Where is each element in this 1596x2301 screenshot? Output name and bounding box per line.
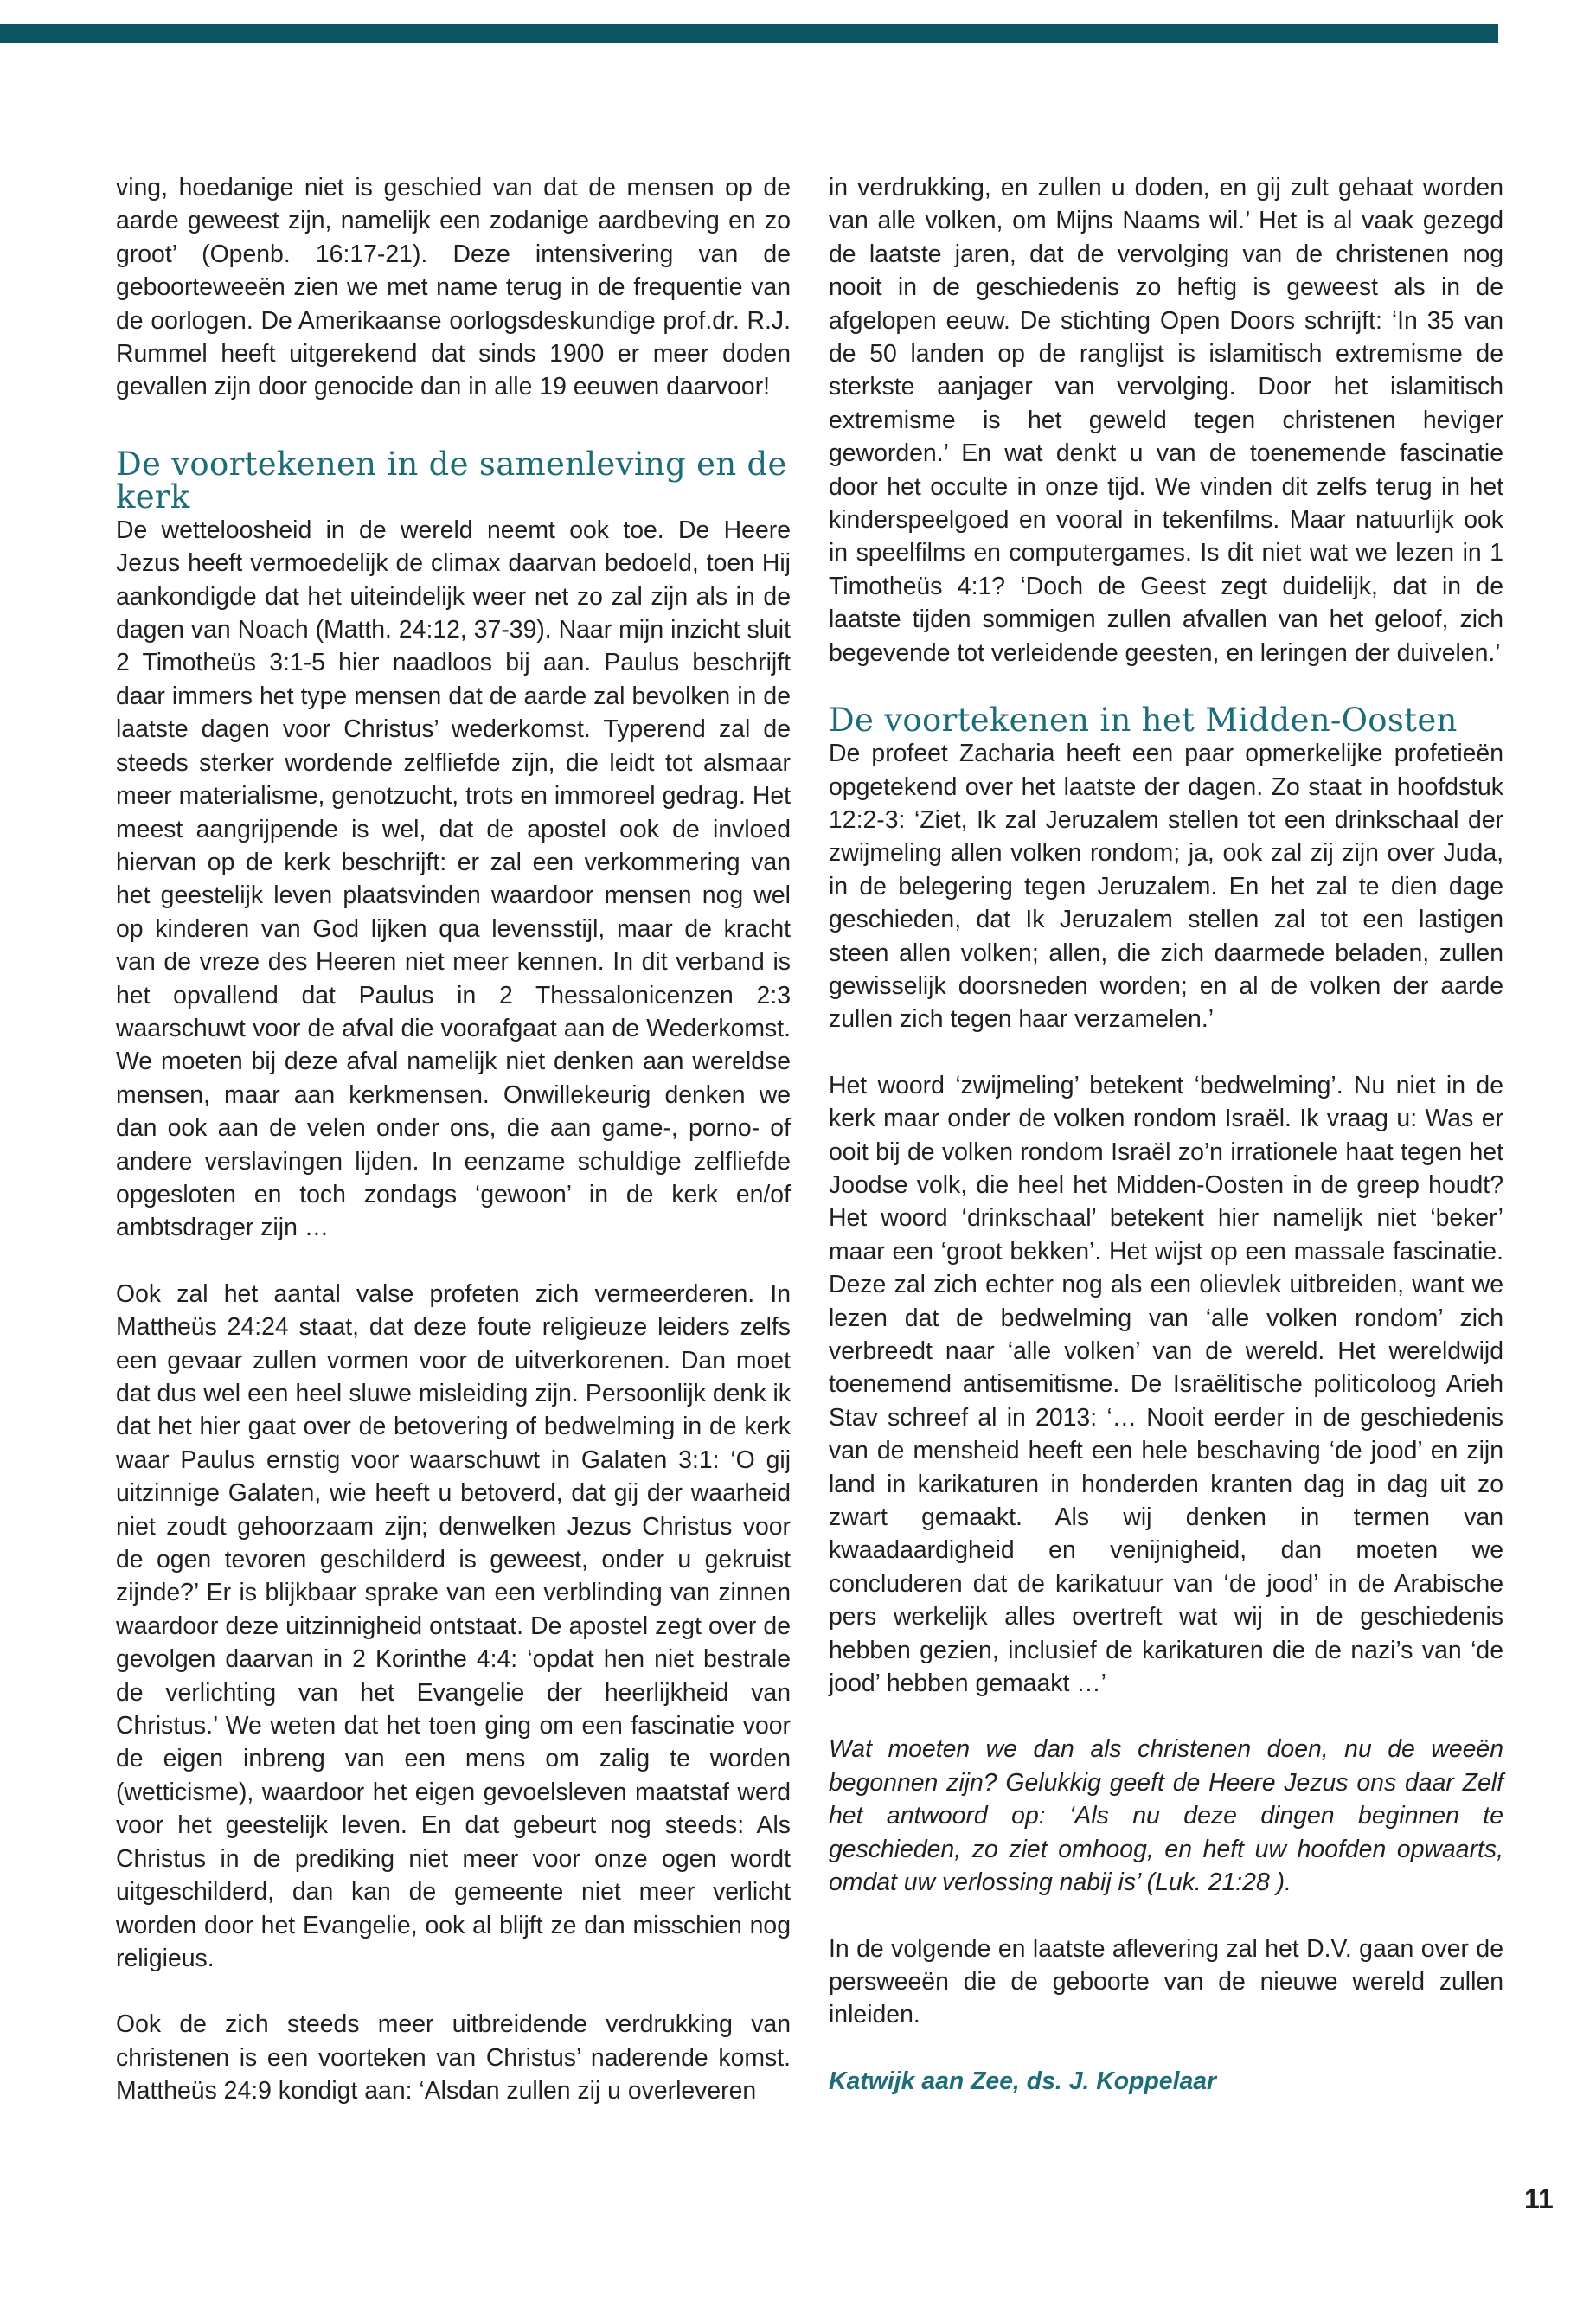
left-paragraph-4: Ook de zich steeds meer uitbreidende verdrukking van christenen is een voorteken van Christus’ naderende komst. Mattheüs 24:9 kondigt aan: ‘Alsdan zullen zij u overleveren bbox=[116, 2010, 791, 2106]
right-column bbox=[829, 171, 1503, 2098]
right-paragraph-italic: Wat moeten we dan als christenen doen, nu de weeën begonnen zijn? Gelukkig geeft de Heere Jezus ons daar Zelf het antwoord op: ‘Als nu deze dingen beginnen te geschieden, zo ziet omhoog, en heft uw hoofden opwaarts, omdat uw verlossing nabij is’ (Luk. 21:28 ). bbox=[829, 1735, 1503, 1897]
right-paragraph-3: Het woord ‘zwijmeling’ betekent ‘bedwelming’. Nu niet in de kerk maar onder de volken rondom Israël. Ik vraag u: Was er ooit bij de volken rondom Israël zo’n irrationele haat tegen het Joodse volk, die heel het Midden-Oosten in de greep houdt? Het woord ‘drinkschaal’ betekent hier namelijk niet ‘beker’ maar een ‘groot bekken’. Het wijst op een massale fascinatie. Deze zal zich echter nog als een olievlek uitbreiden, want we lezen dat de bedwelming van ‘alle volken rondom’ zich verbreedt naar ‘alle volken’ van de wereld. Het wereldwijd toenemend antisemitisme. De Israëlitische politicoloog Arieh Stav schreef al in 2013: ‘… Nooit eerder in de geschiedenis van de mensheid heeft een hele beschaving ‘de jood’ en zijn land in karikaturen in honderden kranten dag in dag uit zo zwart gemaakt. Als wij denken in termen van kwaadaardigheid en venijnigheid, dan moeten we concluderen dat de karikatuur van ‘de jood’ in de Arabische pers werkelijk alles overtreft wat wij in de geschiedenis hebben gezien, inclusief de karikaturen die de nazi’s van ‘de jood’ hebben gemaakt …’ bbox=[829, 1071, 1503, 1698]
right-paragraph-5: In de volgende en laatste aflevering zal het D.V. gaan over de persweeën die de geboorte van de nieuwe wereld zullen inleiden. bbox=[829, 1934, 1503, 2029]
author-signature: Katwijk aan Zee, ds. J. Koppelaar bbox=[829, 2067, 1217, 2095]
section-heading-society-church: De voortekenen in de samenleving en de kerk bbox=[116, 445, 787, 516]
section-heading-middle-east: De voortekenen in het Midden-Oosten bbox=[829, 702, 1458, 740]
top-accent-bar bbox=[0, 24, 1498, 43]
right-paragraph-1: in verdrukking, en zullen u doden, en gij zult gehaat worden van alle volken, om Mijns Naams wil.’ Het is al vaak gezegd de laatste jaren, dat de vervolging van de christenen nog nooit in de geschiedenis zo heftig is geweest als in de afgelopen eeuw. De stichting Open Doors schrijft: ‘In 35 van de 50 landen op de ranglijst is islamitisch extremisme de sterkste aanjager van vervolging. Door het islamitisch extremisme is het geweld tegen christenen heviger geworden.’ En wat denkt u van de toenemende fascinatie door het occulte in onze tijd. We vinden dit zelfs terug in het kinderspeelgoed en vooral in tekenfilms. Maar natuurlijk ook in speelfilms en computergames. Is dit niet wat we lezen in 1 Timotheüs 4:1? ‘Doch de Geest zegt duidelijk, dat in de laatste tijden sommigen zullen afvallen van het geloof, zich begevende tot verleidende geesten, en leringen der duivelen.’ bbox=[829, 174, 1503, 667]
left-paragraph-2: De wetteloosheid in de wereld neemt ook toe. De Heere Jezus heeft vermoedelijk de climax daarvan bedoeld, toen Hij aankondigde dat het uiteindelijk weer net zo zal zijn als in de dagen van Noach (Matth. 24:12, 37-39). Naar mijn inzicht sluit 2 Timotheüs 3:1-5 hier naadloos bij aan. Paulus beschrijft daar immers het type mensen dat de aarde zal bevolken in de laatste dagen voor Christus’ wederkomst. Typerend zal de steeds sterker wordende zelfliefde zijn, die leidt tot alsmaar meer materialisme, genotzucht, trots en immoreel gedrag. Het meest aangrijpende is wel, dat de apostel ook de invloed hiervan op de kerk beschrijft: er zal een verkommering van het geestelijk leven plaatsvinden waardoor mensen nog wel op kinderen van God lijken qua levensstijl, maar de kracht van de vreze des Heeren niet meer kennen. In dit verband is het opvallend dat Paulus in 2 Thessalonicenzen 2:3 waarschuwt voor de afval die voorafgaat aan de Wederkomst. We moeten bij deze afval namelijk niet denken aan wereldse mensen, maar aan kerkmensen. Onwillekeurig denken we dan ook aan de velen onder ons, die aan game-, porno- of andere verslavingen lijden. In eenzame schuldige zelfliefde opgesloten en toch zondags ‘gewoon’ in de kerk en/of ambtsdrager zijn … bbox=[116, 516, 791, 1242]
left-paragraph-3: Ook zal het aantal valse profeten zich vermeerderen. In Mattheüs 24:24 staat, dat deze foute religieuze leiders zelfs een gevaar zullen vormen voor de uitverkorenen. Dan moet dat dus wel een heel sluwe misleiding zijn. Persoonlijk denk ik dat het hier gaat over de betovering of bedwelming in de kerk waar Paulus ernstig voor waarschuwt in Galaten 3:1: ‘O gij uitzinnige Galaten, wie heeft u betoverd, dat gij der waarheid niet zoudt gehoorzaam zijn; denwelken Jezus Christus voor de ogen tevoren geschilderd is geweest, onder u gekruist zijnde?’ Er is blijkbaar sprake van een verblinding van zinnen waardoor deze uitzinnigheid ontstaat. De apostel zegt over de gevolgen daarvan in 2 Korinthe 4:4: ‘opdat hen niet bestrale de verlichting van het Evangelie der heerlijkheid van Christus.’ We weten dat het toen ging om een fascinatie voor de eigen inbreng van een mens om zalig te worden (wetticisme), waardoor het eigen gevoelsleven maatstaf werd voor het geestelijk leven. En dat gebeurt nog steeds: Als Christus in de prediking niet meer voor onze ogen wordt uitgeschilderd, dan kan de gemeente niet meer verlicht worden door het Evangelie, ook al blijft ze dan misschien nog religieus. bbox=[116, 1279, 791, 1972]
left-paragraph-1: ving, hoedanige niet is geschied van dat de mensen op de aarde geweest zijn, namelijk een zodanige aardbeving en zo groot’ (Openb. 16:17-21). Deze intensivering van de geboorteweeën zien we met name terug in de frequentie van de oorlogen. De Amerikaanse oorlogsdeskundige prof.dr. R.J. Rummel heeft uitgerekend dat sinds 1900 er meer doden gevallen zijn door genocide dan in alle 19 eeuwen daarvoor! bbox=[116, 174, 791, 401]
left-column bbox=[116, 171, 791, 2108]
page-number: 11 bbox=[1524, 2183, 1554, 2214]
right-paragraph-2: De profeet Zacharia heeft een paar opmerkelijke profetieën opgetekend over het laatste der dagen. Zo staat in hoofdstuk 12:2-3: ‘Ziet, Ik zal Jeruzalem stellen tot een drinkschaal der zwijmeling allen volken rondom; ja, ook zal zij zijn over Juda, in de belegering tegen Jeruzalem. En het zal te dien dage geschieden, dat Ik Jeruzalem stellen zal tot een lastigen steen allen volken; allen, die zich daarmede beladen, zullen gewisselijk doorsneden worden; en al de volken der aarde zullen zich tegen haar verzamelen.’ bbox=[829, 740, 1503, 1034]
